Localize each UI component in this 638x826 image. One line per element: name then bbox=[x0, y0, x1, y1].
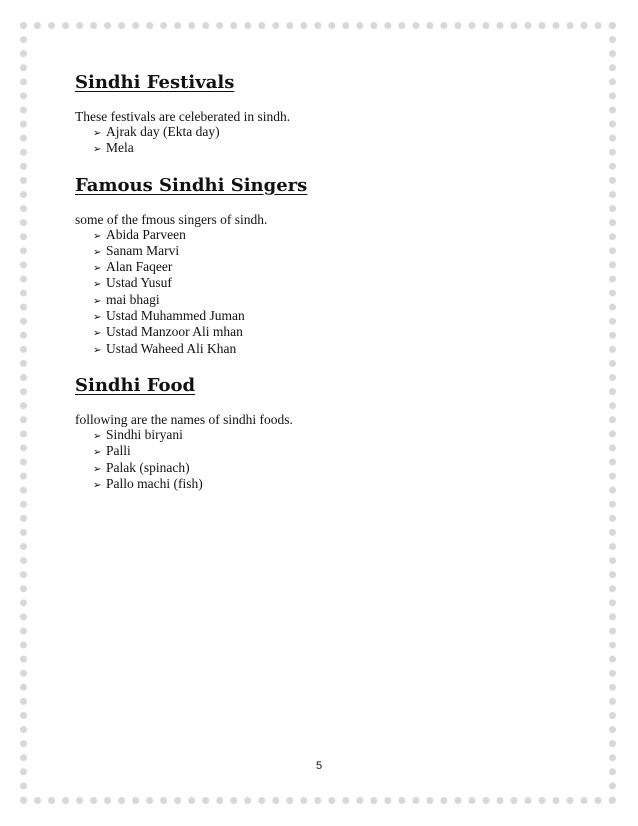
list-item-text: Sindhi biryani bbox=[106, 426, 183, 442]
list-item-text: Alan Faqeer bbox=[106, 259, 173, 275]
list-item bbox=[93, 141, 565, 157]
arrow-bullet-icon: ➢ bbox=[93, 279, 102, 291]
section-famous-sindhi-singers bbox=[75, 175, 565, 358]
section-sindhi-festivals bbox=[75, 72, 565, 158]
page-number: 5 bbox=[315, 760, 323, 772]
list-item bbox=[93, 276, 565, 292]
list-item bbox=[93, 228, 565, 244]
section-intro: some of the fmous singers of sindh. bbox=[75, 211, 268, 227]
list-item bbox=[93, 477, 565, 493]
section-sindhi-food bbox=[75, 375, 565, 493]
list-item-text: Sanam Marvi bbox=[106, 242, 180, 258]
arrow-bullet-icon: ➢ bbox=[93, 128, 102, 139]
list-item-text: Ustad Muhammed Juman bbox=[106, 308, 245, 324]
list-item bbox=[93, 342, 565, 358]
list-item-text: mai bhagi bbox=[106, 291, 160, 307]
arrow-bullet-icon: ➢ bbox=[93, 328, 102, 340]
list-item bbox=[93, 244, 565, 260]
list-item-text: Pallo machi (fish) bbox=[106, 475, 203, 491]
list-item-text: Mela bbox=[106, 140, 134, 156]
bullet-list bbox=[75, 428, 565, 493]
bullet-list bbox=[75, 228, 565, 358]
section-intro: These festivals are celeberated in sindh. bbox=[75, 109, 291, 124]
arrow-bullet-icon: ➢ bbox=[93, 447, 102, 459]
list-item bbox=[93, 260, 565, 276]
arrow-bullet-icon: ➢ bbox=[93, 246, 102, 258]
list-item bbox=[93, 293, 565, 309]
arrow-bullet-icon: ➢ bbox=[93, 295, 102, 307]
list-item bbox=[93, 428, 565, 444]
list-item-text: Palli bbox=[106, 443, 131, 459]
list-item bbox=[93, 325, 565, 341]
list-item bbox=[93, 309, 565, 325]
arrow-bullet-icon: ➢ bbox=[93, 263, 102, 275]
list-item-text: Ustad Waheed Ali Khan bbox=[106, 340, 237, 356]
bullet-list bbox=[75, 125, 565, 158]
arrow-bullet-icon: ➢ bbox=[93, 463, 102, 475]
section-intro: following are the names of sindhi foods. bbox=[75, 411, 293, 427]
list-item bbox=[93, 444, 565, 460]
arrow-bullet-icon: ➢ bbox=[93, 144, 102, 156]
list-item bbox=[93, 125, 565, 141]
list-item-text: Ustad Manzoor Ali mhan bbox=[106, 324, 243, 340]
arrow-bullet-icon: ➢ bbox=[93, 230, 102, 242]
list-item-text: Ajrak day (Ekta day) bbox=[106, 124, 220, 139]
arrow-bullet-icon: ➢ bbox=[93, 479, 102, 491]
list-item-text: Ustad Yusuf bbox=[106, 275, 172, 291]
section-heading: Sindhi Festivals bbox=[75, 72, 235, 93]
list-item bbox=[93, 461, 565, 477]
page-content bbox=[75, 72, 565, 493]
section-heading: Sindhi Food bbox=[75, 374, 196, 396]
list-item-text: Abida Parveen bbox=[106, 226, 186, 242]
section-heading: Famous Sindhi Singers bbox=[75, 174, 308, 196]
list-item-text: Palak (spinach) bbox=[106, 459, 190, 475]
arrow-bullet-icon: ➢ bbox=[93, 312, 102, 324]
arrow-bullet-icon: ➢ bbox=[93, 344, 102, 356]
arrow-bullet-icon: ➢ bbox=[93, 430, 102, 442]
